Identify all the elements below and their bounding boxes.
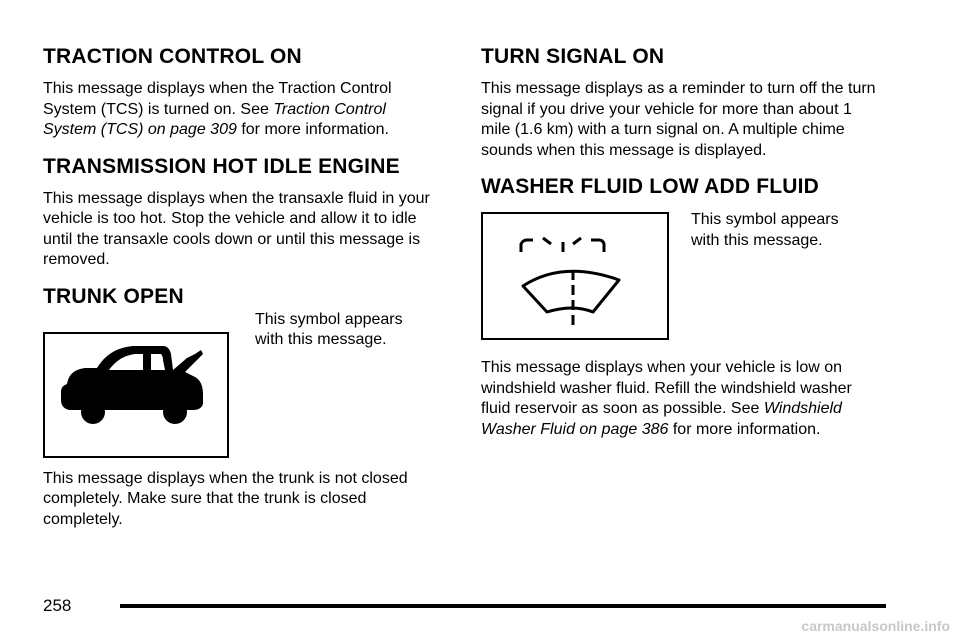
transmission-hot-heading: TRANSMISSION HOT IDLE ENGINE — [43, 154, 400, 178]
turn-signal-section — [481, 44, 881, 161]
washer-fluid-body-end: for more information. — [672, 420, 821, 438]
traction-control-section — [43, 44, 443, 141]
trunk-open-section — [43, 284, 443, 531]
washer-fluid-text — [481, 358, 881, 440]
trunk-open-heading: TRUNK OPEN — [43, 284, 184, 308]
trunk-open-text: This message displays when the trunk is not closed completely. Make sure that the trunk is closed completely. — [43, 469, 408, 528]
washer-fluid-section — [481, 174, 881, 440]
washer-fluid-body: This message displays when your vehicle is low on windshield washer fluid. Refill the windshield washer fluid reservoir as soon as possible. See — [481, 359, 852, 417]
traction-control-text — [43, 79, 443, 141]
transmission-hot-text: This message displays when the transaxle fluid in your vehicle is too hot. Stop the vehicle and allow it to idle until the transaxle cools down or until this message is removed. — [43, 189, 430, 268]
washer-fluid-icon — [483, 214, 667, 338]
site-watermark: carmanualsonline.info — [801, 618, 950, 634]
trunk-open-symbol-box — [43, 332, 229, 458]
page-number: 258 — [43, 596, 72, 615]
trunk-symbol-caption: This symbol appears with this message. — [255, 310, 403, 348]
traction-control-body: This message displays when the Traction Control System (TCS) is turned on. See — [43, 80, 392, 118]
left-column — [43, 44, 443, 543]
washer-fluid-heading: WASHER FLUID LOW ADD FLUID — [481, 175, 820, 198]
traction-control-reference: Traction Control System (TCS) on page 309 — [43, 100, 386, 138]
trunk-symbol-block — [43, 310, 443, 462]
footer-rule — [120, 604, 886, 608]
trunk-open-icon — [45, 334, 227, 456]
traction-control-heading: TRACTION CONTROL ON — [43, 45, 302, 68]
washer-symbol-caption: This symbol appears with this message. — [691, 211, 839, 249]
turn-signal-heading: TURN SIGNAL ON — [481, 45, 665, 68]
washer-fluid-symbol-box — [481, 212, 669, 340]
transmission-hot-section — [43, 154, 443, 271]
washer-symbol-block — [481, 212, 881, 356]
right-column — [481, 44, 881, 453]
washer-fluid-reference: Windshield Washer Fluid on page 386 — [481, 400, 842, 438]
turn-signal-text: This message displays as a reminder to turn off the turn signal if you drive your vehicle for more than about 1 mile (1.6 km) with a turn signal on. A multiple chime sounds when this message is displayed. — [481, 80, 876, 159]
traction-control-body-end: for more information. — [241, 121, 389, 138]
